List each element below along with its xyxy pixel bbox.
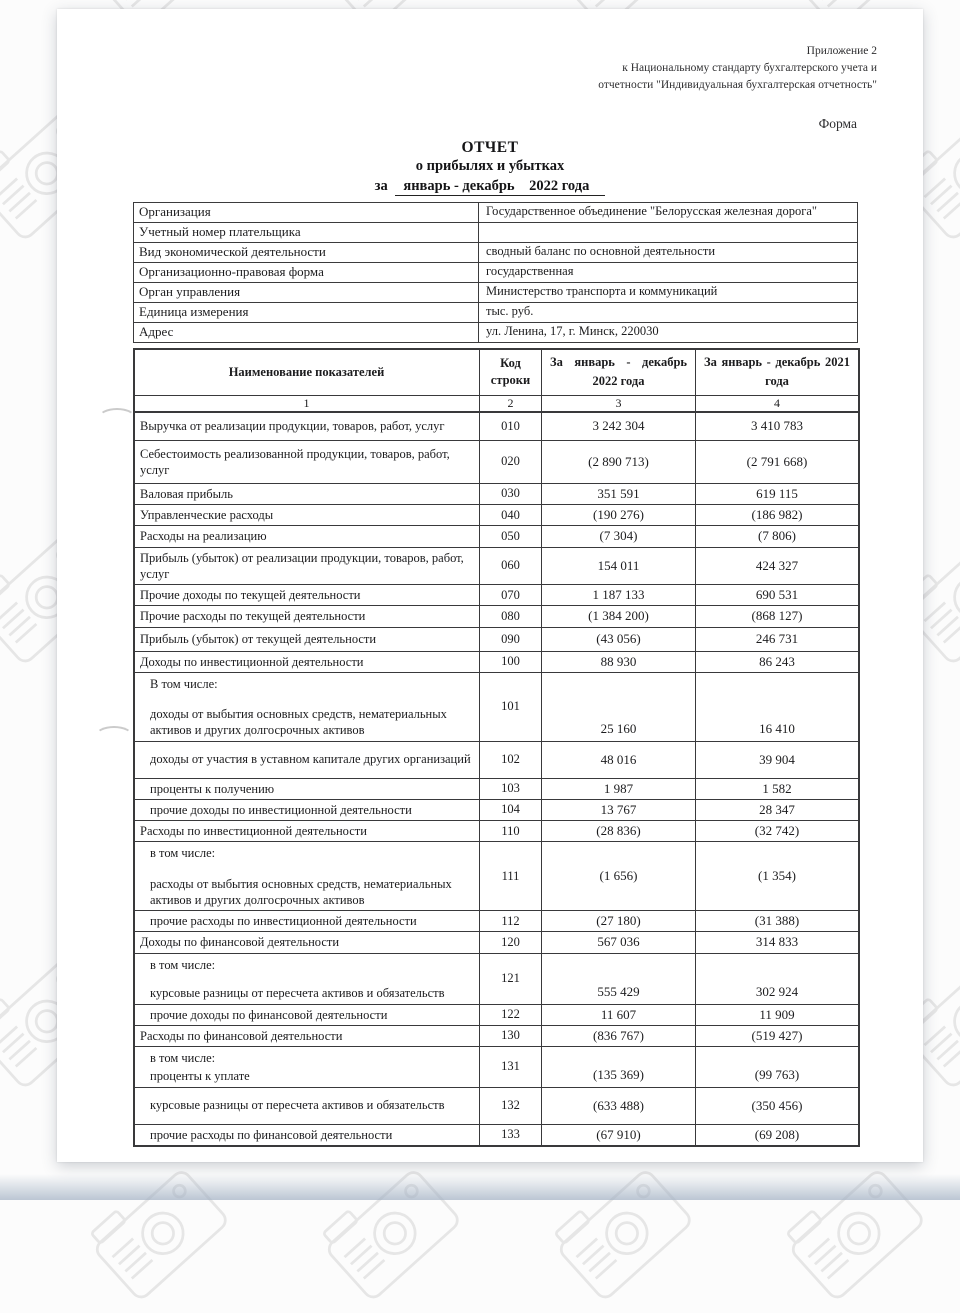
row-value-2022: (190 276) <box>541 505 695 525</box>
row-value-2021: (350 456) <box>695 1088 858 1124</box>
row-value-2022: 48 016 <box>541 742 695 778</box>
row-code: 130 <box>479 1026 541 1046</box>
row-code: 131 <box>479 1047 541 1087</box>
row-code: 110 <box>479 821 541 841</box>
header-name: Наименование показателей <box>135 350 479 395</box>
row-label: Доходы по финансовой деятельности <box>140 934 473 950</box>
row-value-2022: (28 836) <box>541 821 695 841</box>
row-value-2021: (868 127) <box>695 606 858 626</box>
row-label: Прибыль (убыток) от текущей деятельности <box>140 631 473 647</box>
header-2021: За январь - декабрь 2021 года <box>695 350 858 395</box>
info-value: государственная <box>478 263 857 282</box>
table-row <box>135 585 858 606</box>
row-value-2021: 246 731 <box>695 628 858 651</box>
row-group-prefix: в том числе: <box>150 1050 473 1066</box>
header-2022: За январь - декабрь 2022 года <box>541 350 695 395</box>
row-group-prefix: в том числе: <box>150 845 473 861</box>
table-row <box>135 1088 858 1125</box>
row-value-2021: 314 833 <box>695 932 858 952</box>
row-value-2022: 25 160 <box>541 673 695 741</box>
row-label: Себестоимость реализованной продукции, товаров, работ, услуг <box>140 446 473 479</box>
row-code: 020 <box>479 441 541 483</box>
info-row <box>134 263 857 283</box>
row-value-2022: 11 607 <box>541 1005 695 1025</box>
info-label: Адрес <box>134 323 478 342</box>
appendix-line: Приложение 2 <box>57 43 877 60</box>
info-row <box>134 323 857 342</box>
table-row <box>135 505 858 526</box>
form-label: Форма <box>57 116 923 132</box>
table-row <box>135 628 858 652</box>
row-value-2021: 39 904 <box>695 742 858 778</box>
row-value-2021: (2 791 668) <box>695 441 858 483</box>
row-value-2022: (43 056) <box>541 628 695 651</box>
row-value-2022: 13 767 <box>541 800 695 820</box>
row-code: 101 <box>479 673 541 741</box>
punch-hole-arc <box>98 408 136 428</box>
row-value-2021: (186 982) <box>695 505 858 525</box>
row-value-2021: (7 806) <box>695 526 858 546</box>
row-value-2021: (32 742) <box>695 821 858 841</box>
info-label: Организация <box>134 203 478 222</box>
row-label: проценты к получению <box>150 781 473 797</box>
row-value-2021: (69 208) <box>695 1125 858 1145</box>
row-value-2022: 88 930 <box>541 652 695 672</box>
table-row <box>135 742 858 779</box>
info-label: Организационно-правовая форма <box>134 263 478 282</box>
appendix-line: к Национальному стандарту бухгалтерского учета и <box>57 60 877 77</box>
row-code: 050 <box>479 526 541 546</box>
row-value-2022: (836 767) <box>541 1026 695 1046</box>
row-label: доходы от выбытия основных средств, нематериальных активов и других долгосрочных активов <box>150 706 473 739</box>
row-label: прочие расходы по финансовой деятельности <box>150 1127 473 1143</box>
row-group-prefix: в том числе: <box>150 957 473 973</box>
info-label: Учетный номер плательщика <box>134 223 478 242</box>
row-code: 090 <box>479 628 541 651</box>
report-title-main: ОТЧЕТ <box>57 139 923 157</box>
photo-bottom-fade <box>0 1174 960 1200</box>
row-code: 102 <box>479 742 541 778</box>
info-label: Орган управления <box>134 283 478 302</box>
row-label: курсовые разницы от пересчета активов и обязательств <box>150 985 473 1001</box>
info-value: Государственное объединение "Белорусская железная дорога" <box>478 203 857 222</box>
table-row <box>135 526 858 547</box>
row-value-2021: (519 427) <box>695 1026 858 1046</box>
row-value-2022: 567 036 <box>541 932 695 952</box>
report-period-value: январь - декабрь 2022 года <box>395 178 605 196</box>
row-label: прочие доходы по инвестиционной деятельности <box>150 802 473 818</box>
row-value-2022: (135 369) <box>541 1047 695 1087</box>
row-code: 121 <box>479 954 541 1004</box>
row-value-2022: 1 187 133 <box>541 585 695 605</box>
row-code: 122 <box>479 1005 541 1025</box>
info-value <box>478 223 857 242</box>
row-value-2022: 351 591 <box>541 484 695 504</box>
row-label: проценты к уплате <box>150 1068 473 1084</box>
row-code: 040 <box>479 505 541 525</box>
table-row <box>135 842 858 911</box>
column-numbers-row <box>135 396 858 413</box>
table-row <box>135 821 858 842</box>
column-number: 1 <box>135 396 479 411</box>
row-value-2022: (2 890 713) <box>541 441 695 483</box>
row-code: 103 <box>479 779 541 799</box>
row-code: 112 <box>479 911 541 931</box>
info-row <box>134 223 857 243</box>
row-label: Прочие доходы по текущей деятельности <box>140 587 473 603</box>
row-value-2021: 424 327 <box>695 548 858 585</box>
watermark-camera-icon <box>0 0 5 37</box>
row-value-2022: (27 180) <box>541 911 695 931</box>
row-value-2022: (633 488) <box>541 1088 695 1124</box>
row-code: 080 <box>479 606 541 626</box>
table-row <box>135 673 858 742</box>
report-title <box>57 139 923 195</box>
table-row <box>135 484 858 505</box>
row-label: Расходы по финансовой деятельности <box>140 1028 473 1044</box>
info-row <box>134 243 857 263</box>
row-value-2022: (7 304) <box>541 526 695 546</box>
row-label: Доходы по инвестиционной деятельности <box>140 654 473 670</box>
table-row <box>135 413 858 441</box>
row-value-2021: 11 909 <box>695 1005 858 1025</box>
row-value-2021: (31 388) <box>695 911 858 931</box>
row-value-2021: 1 582 <box>695 779 858 799</box>
row-value-2021: (99 763) <box>695 1047 858 1087</box>
report-period <box>57 178 923 195</box>
header-code: Код строки <box>479 350 541 395</box>
row-value-2021: 690 531 <box>695 585 858 605</box>
row-group-prefix: В том числе: <box>150 676 473 692</box>
row-code: 132 <box>479 1088 541 1124</box>
table-row <box>135 1026 858 1047</box>
row-label: Прибыль (убыток) от реализации продукции, товаров, работ, услуг <box>140 550 473 583</box>
row-code: 100 <box>479 652 541 672</box>
info-table <box>133 202 858 343</box>
row-label: Прочие расходы по текущей деятельности <box>140 608 473 624</box>
row-value-2022: (1 384 200) <box>541 606 695 626</box>
watermark-camera-icon <box>0 303 5 461</box>
info-value: ул. Ленина, 17, г. Минск, 220030 <box>478 323 857 342</box>
row-label: расходы от выбытия основных средств, нематериальных активов и других долгосрочных активов <box>150 876 473 909</box>
main-table <box>133 348 860 1147</box>
table-row <box>135 652 858 673</box>
row-code: 010 <box>479 413 541 440</box>
row-label: доходы от участия в уставном капитале других организаций <box>150 751 473 767</box>
table-row <box>135 548 858 586</box>
info-label: Вид экономической деятельности <box>134 243 478 262</box>
table-body <box>135 413 858 1145</box>
row-label: Управленческие расходы <box>140 507 473 523</box>
row-label: Валовая прибыль <box>140 486 473 502</box>
info-row <box>134 303 857 323</box>
row-label: прочие доходы по финансовой деятельности <box>150 1007 473 1023</box>
punch-hole-arc <box>95 726 133 746</box>
row-code: 111 <box>479 842 541 910</box>
info-label: Единица измерения <box>134 303 478 322</box>
row-value-2021: 28 347 <box>695 800 858 820</box>
table-row <box>135 1047 858 1088</box>
info-value: тыс. руб. <box>478 303 857 322</box>
row-code: 060 <box>479 548 541 585</box>
column-number: 4 <box>695 396 858 411</box>
row-value-2022: 154 011 <box>541 548 695 585</box>
row-gap <box>150 862 473 876</box>
row-value-2022: (1 656) <box>541 842 695 910</box>
info-row <box>134 283 857 303</box>
report-period-prefix: за <box>375 178 388 194</box>
table-row <box>135 800 858 821</box>
row-value-2021: 86 243 <box>695 652 858 672</box>
row-code: 133 <box>479 1125 541 1145</box>
row-value-2021: 3 410 783 <box>695 413 858 440</box>
row-label: Расходы по инвестиционной деятельности <box>140 823 473 839</box>
watermark-camera-icon <box>0 727 5 885</box>
document-page <box>57 9 923 1162</box>
row-code: 120 <box>479 932 541 952</box>
report-title-sub: о прибылях и убытках <box>57 158 923 175</box>
row-code: 070 <box>479 585 541 605</box>
row-value-2022: (67 910) <box>541 1125 695 1145</box>
row-gap <box>150 692 473 706</box>
table-row <box>135 779 858 800</box>
column-number: 2 <box>479 396 541 411</box>
table-row <box>135 441 858 484</box>
info-value: сводный баланс по основной деятельности <box>478 243 857 262</box>
row-label: прочие расходы по инвестиционной деятельности <box>150 913 473 929</box>
column-number: 3 <box>541 396 695 411</box>
table-row <box>135 954 858 1005</box>
row-code: 104 <box>479 800 541 820</box>
row-value-2021: 16 410 <box>695 673 858 741</box>
row-value-2021: 302 924 <box>695 954 858 1004</box>
info-value: Министерство транспорта и коммуникаций <box>478 283 857 302</box>
appendix-line: отчетности "Индивидуальная бухгалтерская отчетность" <box>57 77 877 94</box>
table-row <box>135 606 858 627</box>
info-row <box>134 203 857 223</box>
appendix-note <box>57 43 923 94</box>
table-row <box>135 1005 858 1026</box>
table-header-row <box>135 350 858 396</box>
row-label: курсовые разницы от пересчета активов и обязательств <box>150 1097 473 1113</box>
row-value-2021: 619 115 <box>695 484 858 504</box>
row-code: 030 <box>479 484 541 504</box>
row-value-2022: 1 987 <box>541 779 695 799</box>
table-row <box>135 932 858 953</box>
row-value-2021: (1 354) <box>695 842 858 910</box>
table-row <box>135 1125 858 1145</box>
table-row <box>135 911 858 932</box>
row-value-2022: 555 429 <box>541 954 695 1004</box>
row-gap <box>150 973 473 985</box>
row-label: Выручка от реализации продукции, товаров, работ, услуг <box>140 418 473 434</box>
row-label: Расходы на реализацию <box>140 528 473 544</box>
row-value-2022: 3 242 304 <box>541 413 695 440</box>
